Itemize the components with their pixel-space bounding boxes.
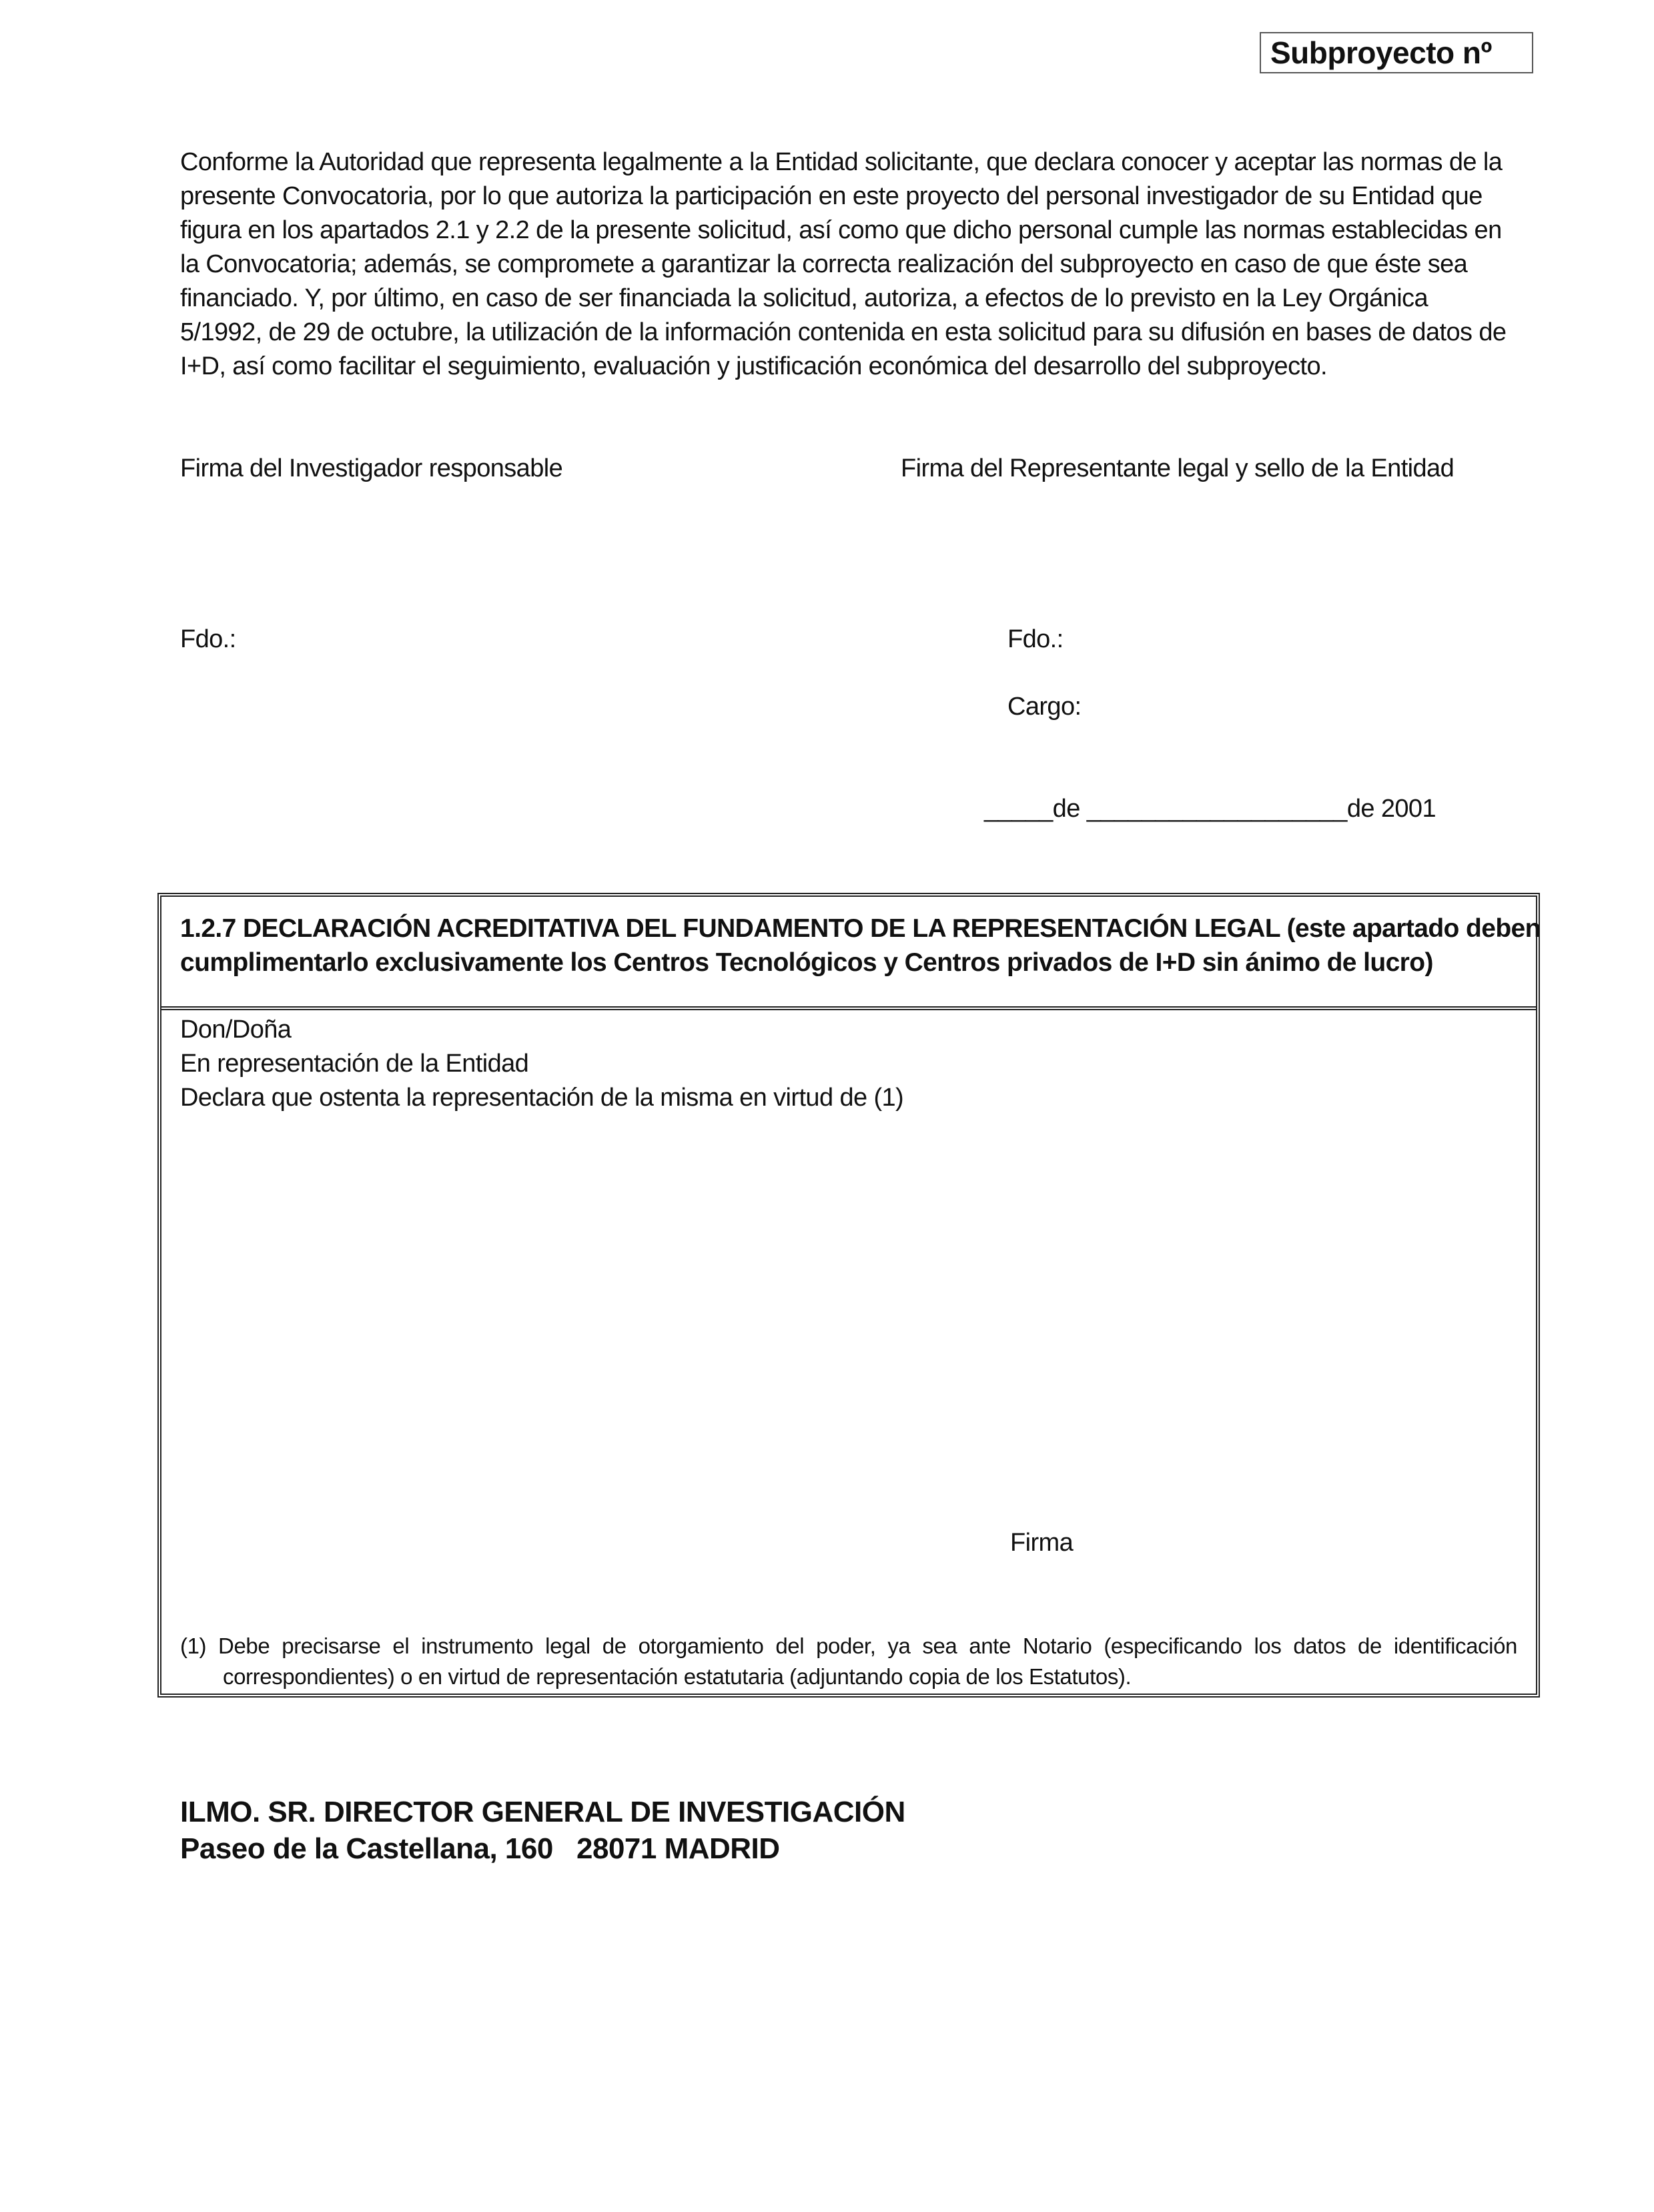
cargo-label: Cargo: <box>1007 693 1082 721</box>
footnote-line: (1) Debe precisarse el instrumento legal de otorgamiento del poder, ya sea ante Notario (especificando los datos de identificación <box>180 1633 1517 1658</box>
declaration-title <box>180 911 1541 980</box>
authorization-line: I+D, así como facilitar el seguimiento, evaluación y justificación económica del desarrollo del subproyecto. <box>180 352 1327 380</box>
declaration-box <box>157 893 1540 1698</box>
subproject-number-field[interactable]: Subproyecto nº <box>1260 32 1533 73</box>
representative-fdo-label: Fdo.: <box>1007 625 1064 653</box>
footnote-line: correspondientes) o en virtud de representación estatutaria (adjuntando copia de los Estatutos). <box>223 1664 1132 1689</box>
investigator-fdo-label: Fdo.: <box>180 625 236 653</box>
entity-representation-label: En representación de la Entidad <box>180 1050 529 1078</box>
authorization-line: financiado. Y, por último, en caso de ser financiada la solicitud, autoriza, a efectos de lo previsto en la Ley Orgánica <box>180 284 1428 312</box>
addressee-block <box>180 1794 905 1867</box>
investigator-signature-label: Firma del Investigador responsable <box>180 454 563 482</box>
addressee-address: Paseo de la Castellana, 160 28071 MADRID <box>180 1832 780 1865</box>
date-line: _____de ___________________de 2001 <box>984 795 1436 823</box>
authorization-line: presente Convocatoria, por lo que autoriza la participación en este proyecto del personal investigador de su Entidad que <box>180 182 1483 210</box>
authorization-line: Conforme la Autoridad que representa legalmente a la Entidad solicitante, que declara conocer y aceptar las normas de la <box>180 148 1503 176</box>
declaration-title-line: 1.2.7 DECLARACIÓN ACREDITATIVA DEL FUNDAMENTO DE LA REPRESENTACIÓN LEGAL (este apartado deben <box>180 914 1541 943</box>
representative-signature-label: Firma del Representante legal y sello de la Entidad <box>901 454 1455 482</box>
authorization-paragraph <box>180 145 1521 384</box>
authorization-line: figura en los apartados 2.1 y 2.2 de la presente solicitud, así como que dicho personal cumple las normas establecidas en <box>180 216 1502 244</box>
declares-representation-label: Declara que ostenta la representación de la misma en virtud de (1) <box>180 1084 904 1112</box>
firma-label: Firma <box>1010 1529 1074 1557</box>
declaration-header <box>161 897 1541 1010</box>
declaration-title-line: cumplimentarlo exclusivamente los Centros Tecnológicos y Centros privados de I+D sin ánimo de lucro) <box>180 948 1433 977</box>
addressee-title: ILMO. SR. DIRECTOR GENERAL DE INVESTIGACIÓN <box>180 1796 905 1828</box>
authorization-line: 5/1992, de 29 de octubre, la utilización de la información contenida en esta solicitud para su difusión en bases de datos de <box>180 318 1507 346</box>
don-dona-label: Don/Doña <box>180 1016 292 1044</box>
footnote <box>180 1631 1517 1692</box>
authorization-line: la Convocatoria; además, se compromete a garantizar la correcta realización del subproyecto en caso de que éste sea <box>180 250 1468 278</box>
